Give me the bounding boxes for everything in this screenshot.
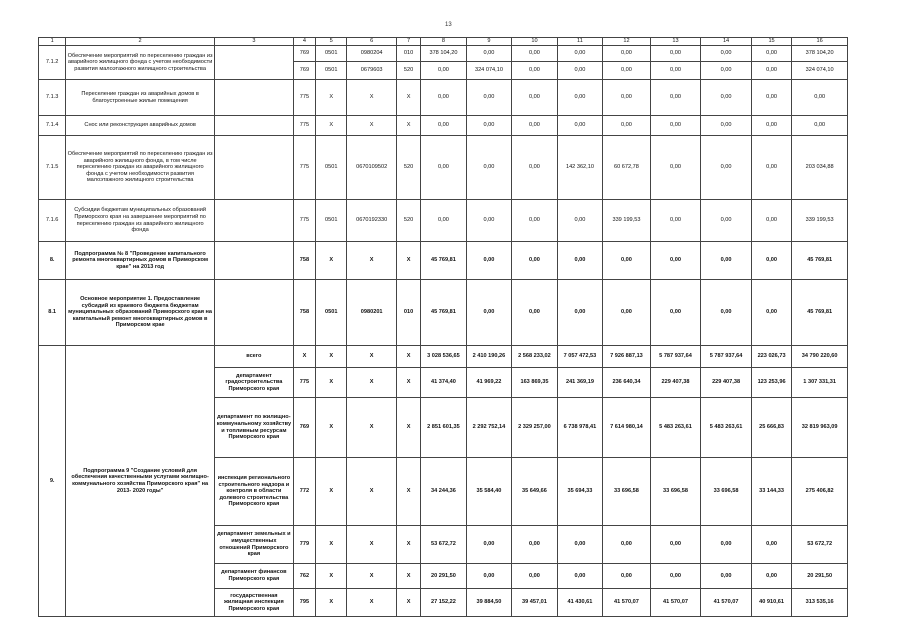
value-cell: 0,00 bbox=[603, 242, 651, 280]
value-cell: 339 199,53 bbox=[603, 200, 651, 242]
value-cell: 0,00 bbox=[512, 242, 558, 280]
value-cell: 241 369,19 bbox=[557, 368, 603, 398]
value-cell: 236 640,34 bbox=[603, 368, 651, 398]
value-cell: 5 787 937,64 bbox=[701, 346, 752, 368]
value-cell: 0,00 bbox=[512, 200, 558, 242]
department-name: департамент финансов Приморского края bbox=[214, 564, 293, 589]
value-cell: 0,00 bbox=[650, 62, 701, 80]
value-cell: 0,00 bbox=[650, 242, 701, 280]
table-row bbox=[39, 80, 848, 116]
value-cell: 2 292 752,14 bbox=[466, 398, 512, 458]
value-cell: 0501 bbox=[316, 46, 347, 62]
value-cell: 223 026,73 bbox=[751, 346, 791, 368]
column-header: 9 bbox=[466, 38, 512, 46]
value-cell: 0,00 bbox=[701, 526, 752, 564]
value-cell: 0670192330 bbox=[347, 200, 397, 242]
value-cell: 0,00 bbox=[751, 564, 791, 589]
value-cell: 779 bbox=[293, 526, 315, 564]
value-cell: 33 696,58 bbox=[701, 458, 752, 526]
value-cell: 775 bbox=[293, 200, 315, 242]
value-cell: 0,00 bbox=[650, 200, 701, 242]
value-cell: 0,00 bbox=[603, 564, 651, 589]
column-header: 2 bbox=[66, 38, 215, 46]
value-cell: 769 bbox=[293, 46, 315, 62]
value-cell: 0980204 bbox=[347, 46, 397, 62]
value-cell: 0501 bbox=[316, 280, 347, 346]
column-header: 6 bbox=[347, 38, 397, 46]
value-cell: 0,00 bbox=[512, 526, 558, 564]
value-cell: 0,00 bbox=[792, 80, 848, 116]
value-cell: 7 614 980,14 bbox=[603, 398, 651, 458]
value-cell: 20 291,50 bbox=[421, 564, 467, 589]
department-name: всего bbox=[214, 346, 293, 368]
value-cell: 0,00 bbox=[512, 280, 558, 346]
value-cell: 0,00 bbox=[650, 116, 701, 136]
department-name: департамент градостроительства Приморского края bbox=[214, 368, 293, 398]
column-header: 3 bbox=[214, 38, 293, 46]
value-cell: 40 910,61 bbox=[751, 589, 791, 617]
value-cell: 339 199,53 bbox=[792, 200, 848, 242]
value-cell: 229 407,38 bbox=[650, 368, 701, 398]
value-cell: X bbox=[316, 398, 347, 458]
value-cell: 775 bbox=[293, 136, 315, 200]
value-cell: 0,00 bbox=[557, 116, 603, 136]
value-cell: 0,00 bbox=[466, 526, 512, 564]
value-cell: 0,00 bbox=[421, 80, 467, 116]
value-cell: X bbox=[396, 564, 420, 589]
table-row bbox=[39, 280, 848, 346]
value-cell: 0,00 bbox=[650, 136, 701, 200]
value-cell: 0,00 bbox=[512, 136, 558, 200]
value-cell: 53 672,72 bbox=[421, 526, 467, 564]
value-cell: 0,00 bbox=[751, 280, 791, 346]
value-cell: 41 570,07 bbox=[701, 589, 752, 617]
value-cell: X bbox=[316, 564, 347, 589]
table-cell bbox=[214, 116, 293, 136]
value-cell: 775 bbox=[293, 80, 315, 116]
value-cell: 45 769,81 bbox=[421, 280, 467, 346]
value-cell: X bbox=[396, 368, 420, 398]
value-cell: 0,00 bbox=[650, 46, 701, 62]
value-cell: X bbox=[316, 80, 347, 116]
value-cell: 0,00 bbox=[650, 526, 701, 564]
value-cell: 0501 bbox=[316, 136, 347, 200]
department-name: департамент земельных и имущественных отношений Приморского края bbox=[214, 526, 293, 564]
value-cell: 324 074,10 bbox=[792, 62, 848, 80]
value-cell: 0,00 bbox=[421, 136, 467, 200]
value-cell: 39 884,50 bbox=[466, 589, 512, 617]
value-cell: 010 bbox=[396, 280, 420, 346]
value-cell: 0,00 bbox=[512, 62, 558, 80]
value-cell: 0,00 bbox=[701, 200, 752, 242]
value-cell: X bbox=[347, 458, 397, 526]
table-row bbox=[39, 116, 848, 136]
value-cell: 520 bbox=[396, 200, 420, 242]
value-cell: 41 969,22 bbox=[466, 368, 512, 398]
value-cell: 275 406,82 bbox=[792, 458, 848, 526]
value-cell: 0980201 bbox=[347, 280, 397, 346]
value-cell: 45 769,81 bbox=[792, 280, 848, 346]
value-cell: 0,00 bbox=[466, 242, 512, 280]
value-cell: 0,00 bbox=[701, 116, 752, 136]
value-cell: 0,00 bbox=[603, 526, 651, 564]
column-header: 5 bbox=[316, 38, 347, 46]
value-cell: 0,00 bbox=[701, 46, 752, 62]
row-number: 8.1 bbox=[39, 280, 66, 346]
value-cell: 0,00 bbox=[466, 80, 512, 116]
value-cell: 142 362,10 bbox=[557, 136, 603, 200]
value-cell: 0501 bbox=[316, 200, 347, 242]
value-cell: X bbox=[396, 589, 420, 617]
budget-table bbox=[38, 37, 848, 617]
value-cell: 0,00 bbox=[792, 116, 848, 136]
value-cell: X bbox=[396, 80, 420, 116]
value-cell: X bbox=[316, 116, 347, 136]
column-header: 16 bbox=[792, 38, 848, 46]
row-number: 7.1.3 bbox=[39, 80, 66, 116]
value-cell: 775 bbox=[293, 116, 315, 136]
value-cell: 1 307 331,31 bbox=[792, 368, 848, 398]
row-description: Основное мероприятие 1. Предоставление субсидий из краевого бюджета бюджетам муниципальных образований Приморского края на капитальный ремонт многоквартирных домов в Приморском крае bbox=[66, 280, 215, 346]
value-cell: X bbox=[347, 398, 397, 458]
value-cell: 0,00 bbox=[650, 564, 701, 589]
value-cell: 20 291,50 bbox=[792, 564, 848, 589]
value-cell: 2 410 190,26 bbox=[466, 346, 512, 368]
column-header: 4 bbox=[293, 38, 315, 46]
value-cell: 0,00 bbox=[603, 80, 651, 116]
value-cell: 795 bbox=[293, 589, 315, 617]
column-header: 12 bbox=[603, 38, 651, 46]
table-cell bbox=[214, 242, 293, 280]
value-cell: 41 570,07 bbox=[650, 589, 701, 617]
value-cell: 35 649,66 bbox=[512, 458, 558, 526]
value-cell: 25 666,83 bbox=[751, 398, 791, 458]
value-cell: X bbox=[347, 368, 397, 398]
value-cell: 39 457,01 bbox=[512, 589, 558, 617]
value-cell: 0,00 bbox=[751, 242, 791, 280]
row-number: 7.1.4 bbox=[39, 116, 66, 136]
row-number: 8. bbox=[39, 242, 66, 280]
value-cell: 0,00 bbox=[650, 280, 701, 346]
value-cell: 769 bbox=[293, 398, 315, 458]
row-description: Субсидии бюджетам муниципальных образований Приморского края на завершение мероприятий по переселению граждан из аварийного жилищного фонда bbox=[66, 200, 215, 242]
value-cell: 34 244,36 bbox=[421, 458, 467, 526]
row-description: Снос или реконструкция аварийных домов bbox=[66, 116, 215, 136]
value-cell: 0,00 bbox=[701, 136, 752, 200]
value-cell: 41 570,07 bbox=[603, 589, 651, 617]
value-cell: 0501 bbox=[316, 62, 347, 80]
value-cell: X bbox=[293, 346, 315, 368]
value-cell: 0,00 bbox=[557, 80, 603, 116]
value-cell: 0,00 bbox=[512, 564, 558, 589]
table-cell bbox=[214, 80, 293, 116]
row-description: Подпрограмма № 8 "Проведение капитального ремонта многоквартирных домов в Приморском крае" на 2013 год bbox=[66, 242, 215, 280]
value-cell: 35 584,40 bbox=[466, 458, 512, 526]
value-cell: 762 bbox=[293, 564, 315, 589]
value-cell: 5 787 937,64 bbox=[650, 346, 701, 368]
value-cell: X bbox=[316, 458, 347, 526]
value-cell: 758 bbox=[293, 242, 315, 280]
value-cell: 0,00 bbox=[701, 564, 752, 589]
value-cell: 0,00 bbox=[650, 80, 701, 116]
value-cell: 163 869,35 bbox=[512, 368, 558, 398]
value-cell: 0,00 bbox=[701, 242, 752, 280]
value-cell: 520 bbox=[396, 136, 420, 200]
value-cell: X bbox=[396, 346, 420, 368]
value-cell: 0,00 bbox=[751, 116, 791, 136]
value-cell: X bbox=[347, 242, 397, 280]
value-cell: X bbox=[396, 526, 420, 564]
row-description: Подпрограмма 9 "Создание условий для обеспечения качественными услугами жилищно-коммунального хозяйства Приморского края" на 2013- 2020 годы" bbox=[66, 346, 215, 617]
table-cell bbox=[214, 200, 293, 242]
value-cell: 45 769,81 bbox=[792, 242, 848, 280]
department-name: департамент по жилищно-коммунальному хозяйству и топливным ресурсам Приморского края bbox=[214, 398, 293, 458]
row-description: Обеспечение мероприятий по переселению граждан из аварийного жилищного фонда с учетом необходимости развития малоэтажного жилищного строительства bbox=[66, 46, 215, 80]
value-cell: 0,00 bbox=[751, 80, 791, 116]
row-description: Переселение граждан из аварийных домов в благоустроенные жилые помещения bbox=[66, 80, 215, 116]
table-row bbox=[39, 136, 848, 200]
value-cell: X bbox=[347, 564, 397, 589]
value-cell: 33 696,58 bbox=[650, 458, 701, 526]
value-cell: X bbox=[316, 368, 347, 398]
table-cell bbox=[214, 280, 293, 346]
value-cell: 0,00 bbox=[603, 46, 651, 62]
value-cell: X bbox=[316, 589, 347, 617]
value-cell: 7 057 472,53 bbox=[557, 346, 603, 368]
value-cell: 0,00 bbox=[603, 116, 651, 136]
value-cell: 0,00 bbox=[751, 46, 791, 62]
value-cell: 35 694,33 bbox=[557, 458, 603, 526]
value-cell: 0,00 bbox=[751, 62, 791, 80]
value-cell: 6 738 978,41 bbox=[557, 398, 603, 458]
value-cell: 0,00 bbox=[603, 280, 651, 346]
value-cell: 0,00 bbox=[701, 80, 752, 116]
value-cell: 0,00 bbox=[512, 46, 558, 62]
value-cell: 2 329 257,00 bbox=[512, 398, 558, 458]
value-cell: 41 374,40 bbox=[421, 368, 467, 398]
value-cell: X bbox=[396, 116, 420, 136]
value-cell: 0,00 bbox=[466, 136, 512, 200]
table-row bbox=[39, 346, 848, 368]
value-cell: 33 696,58 bbox=[603, 458, 651, 526]
value-cell: 758 bbox=[293, 280, 315, 346]
row-number: 9. bbox=[39, 346, 66, 617]
value-cell: X bbox=[316, 242, 347, 280]
value-cell: X bbox=[347, 526, 397, 564]
column-header: 8 bbox=[421, 38, 467, 46]
row-number: 7.1.5 bbox=[39, 136, 66, 200]
value-cell: 010 bbox=[396, 46, 420, 62]
value-cell: X bbox=[347, 589, 397, 617]
value-cell: X bbox=[316, 526, 347, 564]
value-cell: 0,00 bbox=[701, 280, 752, 346]
row-number: 7.1.6 bbox=[39, 200, 66, 242]
value-cell: 33 144,33 bbox=[751, 458, 791, 526]
row-description: Обеспечение мероприятий по переселению граждан из аварийного жилищного фонда, в том числе переселению граждан из аварийного жилищного фонда с учетом необходимости развития малоэтажного жилищного строительства bbox=[66, 136, 215, 200]
column-header: 7 bbox=[396, 38, 420, 46]
value-cell: 0,00 bbox=[557, 526, 603, 564]
value-cell: 27 152,22 bbox=[421, 589, 467, 617]
value-cell: 34 790 220,60 bbox=[792, 346, 848, 368]
column-header: 10 bbox=[512, 38, 558, 46]
value-cell: X bbox=[316, 346, 347, 368]
value-cell: X bbox=[396, 242, 420, 280]
value-cell: X bbox=[347, 346, 397, 368]
row-number: 7.1.2 bbox=[39, 46, 66, 80]
table-cell bbox=[214, 46, 293, 80]
value-cell: 0,00 bbox=[466, 280, 512, 346]
value-cell: 2 851 601,35 bbox=[421, 398, 467, 458]
column-header: 11 bbox=[557, 38, 603, 46]
value-cell: 0670109502 bbox=[347, 136, 397, 200]
value-cell: 775 bbox=[293, 368, 315, 398]
value-cell: 0679603 bbox=[347, 62, 397, 80]
value-cell: 2 568 233,02 bbox=[512, 346, 558, 368]
table-cell bbox=[214, 136, 293, 200]
page-number: 13 bbox=[445, 22, 452, 28]
value-cell: 0,00 bbox=[751, 200, 791, 242]
table-row bbox=[39, 200, 848, 242]
value-cell: X bbox=[347, 116, 397, 136]
value-cell: 0,00 bbox=[557, 242, 603, 280]
value-cell: 0,00 bbox=[466, 200, 512, 242]
value-cell: 0,00 bbox=[421, 116, 467, 136]
value-cell: 0,00 bbox=[557, 62, 603, 80]
value-cell: 0,00 bbox=[603, 62, 651, 80]
value-cell: 32 819 963,09 bbox=[792, 398, 848, 458]
value-cell: 0,00 bbox=[557, 200, 603, 242]
value-cell: 123 253,96 bbox=[751, 368, 791, 398]
value-cell: 324 074,10 bbox=[466, 62, 512, 80]
table-row bbox=[39, 46, 848, 62]
value-cell: 313 535,16 bbox=[792, 589, 848, 617]
value-cell: 0,00 bbox=[512, 116, 558, 136]
value-cell: 0,00 bbox=[421, 62, 467, 80]
value-cell: 0,00 bbox=[557, 46, 603, 62]
value-cell: 378 104,20 bbox=[421, 46, 467, 62]
value-cell: 0,00 bbox=[751, 526, 791, 564]
value-cell: X bbox=[396, 398, 420, 458]
value-cell: 0,00 bbox=[557, 564, 603, 589]
value-cell: 769 bbox=[293, 62, 315, 80]
value-cell: X bbox=[396, 458, 420, 526]
column-header: 15 bbox=[751, 38, 791, 46]
value-cell: 3 028 536,65 bbox=[421, 346, 467, 368]
value-cell: 0,00 bbox=[466, 46, 512, 62]
value-cell: 0,00 bbox=[557, 280, 603, 346]
value-cell: 0,00 bbox=[512, 80, 558, 116]
value-cell: 0,00 bbox=[466, 564, 512, 589]
value-cell: X bbox=[347, 80, 397, 116]
column-header: 1 bbox=[39, 38, 66, 46]
column-header: 14 bbox=[701, 38, 752, 46]
value-cell: 0,00 bbox=[701, 62, 752, 80]
value-cell: 0,00 bbox=[421, 200, 467, 242]
value-cell: 45 769,81 bbox=[421, 242, 467, 280]
value-cell: 203 034,88 bbox=[792, 136, 848, 200]
value-cell: 772 bbox=[293, 458, 315, 526]
table-row bbox=[39, 242, 848, 280]
value-cell: 53 672,72 bbox=[792, 526, 848, 564]
value-cell: 0,00 bbox=[466, 116, 512, 136]
value-cell: 5 483 263,61 bbox=[701, 398, 752, 458]
department-name: государственная жилищная инспекция Приморского края bbox=[214, 589, 293, 617]
value-cell: 520 bbox=[396, 62, 420, 80]
table-row bbox=[39, 38, 848, 46]
value-cell: 229 407,38 bbox=[701, 368, 752, 398]
value-cell: 41 430,61 bbox=[557, 589, 603, 617]
value-cell: 0,00 bbox=[751, 136, 791, 200]
value-cell: 60 672,78 bbox=[603, 136, 651, 200]
value-cell: 378 104,20 bbox=[792, 46, 848, 62]
value-cell: 5 483 263,61 bbox=[650, 398, 701, 458]
column-header: 13 bbox=[650, 38, 701, 46]
department-name: инспекция регионального строительного надзора и контроля в области долевого строительства Приморского края bbox=[214, 458, 293, 526]
value-cell: 7 926 887,13 bbox=[603, 346, 651, 368]
